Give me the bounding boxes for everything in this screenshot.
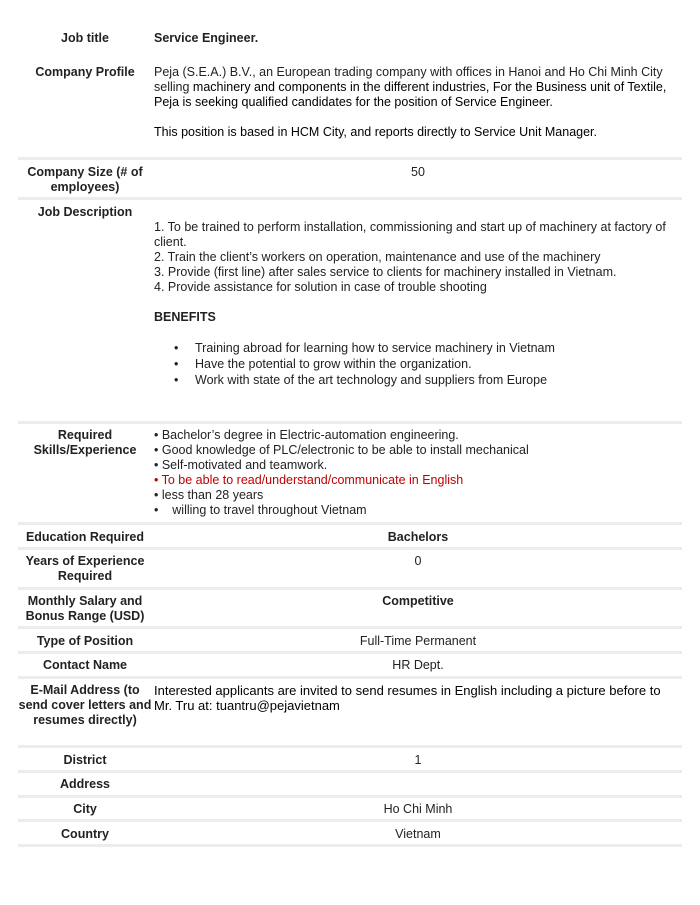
skill-item: • Bachelor’s degree in Electric-automation engineering. — [154, 428, 459, 442]
separator — [18, 819, 682, 822]
separator — [18, 626, 682, 629]
benefit-item: • Have the potential to grow within the organization. — [154, 356, 682, 372]
separator — [18, 844, 682, 847]
company-profile-paragraph-2: This position is based in HCM City, and reports directly to Service Unit Manager. — [154, 125, 598, 139]
country-value: Vietnam — [395, 827, 441, 841]
required-skills-value — [154, 428, 682, 518]
skill-item-highlight: • To be able to read/understand/communicate in English — [154, 473, 464, 487]
job-description-item: 4. Provide assistance for solution in case of trouble shooting — [154, 280, 487, 294]
company-size-value: 50 — [411, 165, 425, 179]
job-description-item: 1. To be trained to perform installation, commissioning and start up of machinery at factory of client. — [154, 220, 666, 249]
education-label: Education Required — [25, 530, 145, 544]
required-skills-label: Required Skills/Experience — [33, 428, 137, 457]
salary-label: Monthly Salary and Bonus Range (USD) — [25, 594, 145, 623]
separator — [18, 587, 682, 590]
district-value: 1 — [414, 753, 422, 767]
separator — [18, 547, 682, 550]
experience-label: Years of Experience Required — [25, 554, 145, 583]
email-value: Interested applicants are invited to send resumes in English including a picture before to Mr. Tru at: tuantru@pejavietnam — [154, 683, 661, 713]
separator — [18, 745, 682, 748]
education-value: Bachelors — [387, 530, 449, 544]
benefits-list — [154, 340, 682, 388]
separator — [18, 197, 682, 200]
address-label: Address — [59, 777, 111, 791]
position-type-value: Full-Time Permanent — [359, 634, 477, 648]
company-profile-text-b: machinery and components in the different industries, For the Business unit of Textile, Peja is seeking qualified candidates for the position of Service Engineer. — [154, 80, 667, 109]
benefit-item: • Training abroad for learning how to service machinery in Vietnam — [154, 340, 682, 356]
skill-item: • willing to travel throughout Vietnam — [154, 503, 367, 517]
separator — [18, 795, 682, 798]
company-profile-paragraph-1 — [154, 65, 682, 110]
separator — [18, 421, 682, 424]
separator — [18, 676, 682, 679]
experience-value: 0 — [414, 554, 422, 568]
job-title-value: Service Engineer. — [154, 31, 259, 45]
separator — [18, 157, 682, 160]
separator — [18, 651, 682, 654]
skill-item: • Self-motivated and teamwork. — [154, 458, 328, 472]
benefit-item: • Work with state of the art technology and suppliers from Europe — [154, 372, 682, 388]
job-description-item: 2. Train the client’s workers on operation, maintenance and use of the machinery — [154, 250, 601, 264]
job-description-value — [154, 220, 682, 388]
job-title-label: Job title — [61, 31, 109, 45]
company-profile-value — [154, 65, 682, 140]
company-profile-label: Company Profile — [35, 65, 135, 79]
benefits-heading: BENEFITS — [154, 310, 216, 324]
contact-label: Contact Name — [42, 658, 128, 672]
contact-value: HR Dept. — [392, 658, 444, 672]
job-description-item: 3. Provide (first line) after sales service to clients for machinery installed in Vietnam. — [154, 265, 617, 279]
city-value: Ho Chi Minh — [383, 802, 453, 816]
position-type-label: Type of Position — [36, 634, 134, 648]
job-description-label: Job Description — [37, 205, 133, 219]
company-profile-text-a: Peja (S.E.A.) B.V., an European trading company with offices in Hanoi and Ho Chi Minh City selling — [154, 65, 663, 94]
skill-item: • Good knowledge of PLC/electronic to be able to install mechanical — [154, 443, 529, 457]
separator — [18, 770, 682, 773]
separator — [18, 522, 682, 525]
salary-value: Competitive — [382, 594, 454, 608]
country-label: Country — [61, 827, 109, 841]
district-label: District — [63, 753, 107, 767]
city-label: City — [73, 802, 97, 816]
email-label: E-Mail Address (to send cover letters and resumes directly) — [18, 683, 152, 727]
skill-item: • less than 28 years — [154, 488, 264, 502]
company-size-label: Company Size (# of employees) — [27, 165, 143, 194]
